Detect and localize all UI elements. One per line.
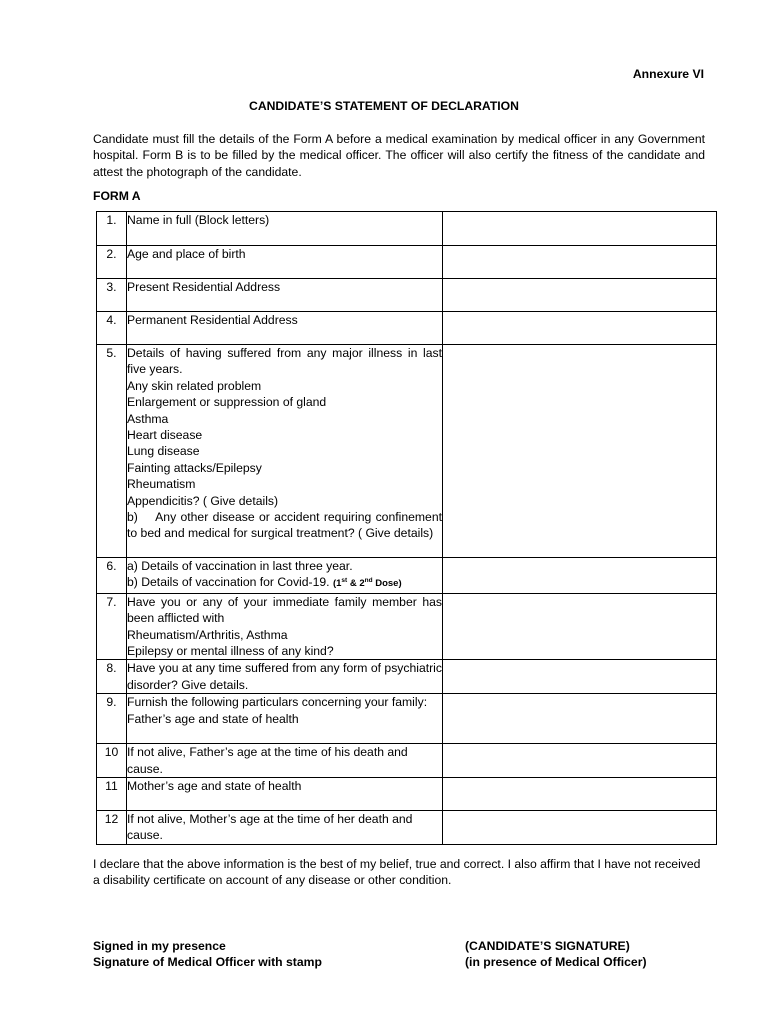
officer-signature-label: Signature of Medical Officer with stamp — [93, 955, 322, 970]
dose-second-suffix: nd — [364, 577, 373, 585]
medical-officer-signature-block — [93, 938, 322, 971]
question-line: Rheumatism/Arthritis, Asthma — [127, 627, 288, 642]
question-line: If not alive, Mother’s age at the time of her death and cause. — [127, 812, 413, 843]
table-row — [97, 744, 717, 778]
row-question — [127, 593, 443, 660]
table-row — [97, 246, 717, 279]
question-line: Lung disease — [127, 444, 200, 459]
table-row — [97, 660, 717, 694]
row-question — [127, 312, 443, 345]
dose-first-suffix: st — [341, 577, 348, 585]
page-title: CANDIDATE’S STATEMENT OF DECLARATION — [249, 99, 519, 113]
row-number: 9. — [97, 694, 127, 744]
question-line: Fainting attacks/Epilepsy — [127, 460, 262, 475]
row-question — [127, 694, 443, 744]
question-line: Enlargement or suppression of gland — [127, 395, 327, 410]
answer-cell[interactable] — [443, 660, 717, 694]
table-row — [97, 811, 717, 845]
answer-cell[interactable] — [443, 694, 717, 744]
question-line: Present Residential Address — [127, 280, 281, 294]
answer-cell[interactable] — [443, 593, 717, 660]
answer-cell[interactable] — [443, 345, 717, 558]
table-row — [97, 279, 717, 312]
dose-first: 1 — [336, 578, 342, 590]
table-row — [97, 345, 717, 558]
answer-cell[interactable] — [443, 312, 717, 345]
question-line: Rheumatism — [127, 477, 196, 492]
table-row — [97, 593, 717, 660]
question-line — [127, 574, 442, 592]
question-line: Furnish the following particulars concerning your family: — [127, 695, 428, 710]
question-line: Any skin related problem — [127, 378, 262, 393]
form-a-table — [96, 211, 717, 845]
row-number: 12 — [97, 811, 127, 845]
question-line: Father’s age and state of health — [127, 711, 299, 726]
row-question — [127, 212, 443, 246]
intro-paragraph: Candidate must fill the details of the Form A before a medical examination by medical officer in any Government hospital. Form B is to be filled by the medical officer. The officer will also certify the fitness of the candidate and attest the photograph of the candidate. — [93, 132, 705, 179]
question-line: Asthma — [127, 411, 169, 426]
declaration-paragraph: I declare that the above information is the best of my belief, true and correct. I also affirm that I have not received a disability certificate on account of any disease or other condition. — [93, 857, 701, 888]
answer-cell[interactable] — [443, 212, 717, 246]
row-number: 1. — [97, 212, 127, 246]
row-question — [127, 279, 443, 312]
answer-cell[interactable] — [443, 811, 717, 845]
candidate-signature-label: (CANDIDATE’S SIGNATURE) — [465, 939, 630, 953]
question-line: Have you at any time suffered from any form of psychiatric disorder? Give details. — [127, 661, 442, 692]
row-question — [127, 811, 443, 845]
row-question — [127, 744, 443, 778]
table-row — [97, 212, 717, 246]
answer-cell[interactable] — [443, 279, 717, 312]
question-line: Age and place of birth — [127, 247, 246, 261]
row-question — [127, 558, 443, 594]
question-line: b) Any other disease or accident requiring confinement to bed and medical for surgical treatment? ( Give details) — [127, 510, 442, 541]
answer-cell[interactable] — [443, 246, 717, 279]
question-line: Heart disease — [127, 428, 203, 443]
table-row — [97, 694, 717, 744]
row-number: 7. — [97, 593, 127, 660]
question-line: Mother’s age and state of health — [127, 779, 302, 794]
covid-question: b) Details of vaccination for Covid-19. — [127, 575, 330, 590]
table-row — [97, 558, 717, 594]
question-line: Epilepsy or mental illness of any kind? — [127, 644, 334, 659]
dose-end: Dose) — [372, 578, 402, 590]
answer-cell[interactable] — [443, 778, 717, 811]
form-heading: FORM A — [93, 189, 141, 203]
row-question — [127, 345, 443, 558]
row-number: 6. — [97, 558, 127, 594]
row-number: 5. — [97, 345, 127, 558]
row-question — [127, 660, 443, 694]
question-line: Name in full (Block letters) — [127, 213, 270, 227]
question-line: Details of having suffered from any major illness in last five years. — [127, 346, 442, 377]
row-number: 10 — [97, 744, 127, 778]
row-number: 8. — [97, 660, 127, 694]
signed-presence-label: Signed in my presence — [93, 939, 226, 953]
annexure-label: Annexure VI — [632, 67, 704, 81]
row-number: 4. — [97, 312, 127, 345]
row-question — [127, 246, 443, 279]
table-row — [97, 778, 717, 811]
question-line: Have you or any of your immediate family member has been afflicted with — [127, 594, 442, 626]
question-line: a) Details of vaccination in last three year. — [127, 559, 353, 573]
candidate-signature-block — [465, 938, 647, 971]
row-number: 11 — [97, 778, 127, 811]
table-row — [97, 312, 717, 345]
dose-mid: & 2 — [347, 578, 365, 590]
question-line: Permanent Residential Address — [127, 313, 298, 327]
answer-cell[interactable] — [443, 744, 717, 778]
row-number: 3. — [97, 279, 127, 312]
dose-note — [333, 578, 402, 589]
question-line: If not alive, Father’s age at the time of his death and cause. — [127, 745, 408, 776]
row-number: 2. — [97, 246, 127, 279]
answer-cell[interactable] — [443, 558, 717, 594]
question-line: Appendicitis? ( Give details) — [127, 493, 279, 508]
row-question — [127, 778, 443, 811]
dose-open: ( — [332, 578, 337, 590]
presence-note-label: (in presence of Medical Officer) — [465, 955, 647, 970]
